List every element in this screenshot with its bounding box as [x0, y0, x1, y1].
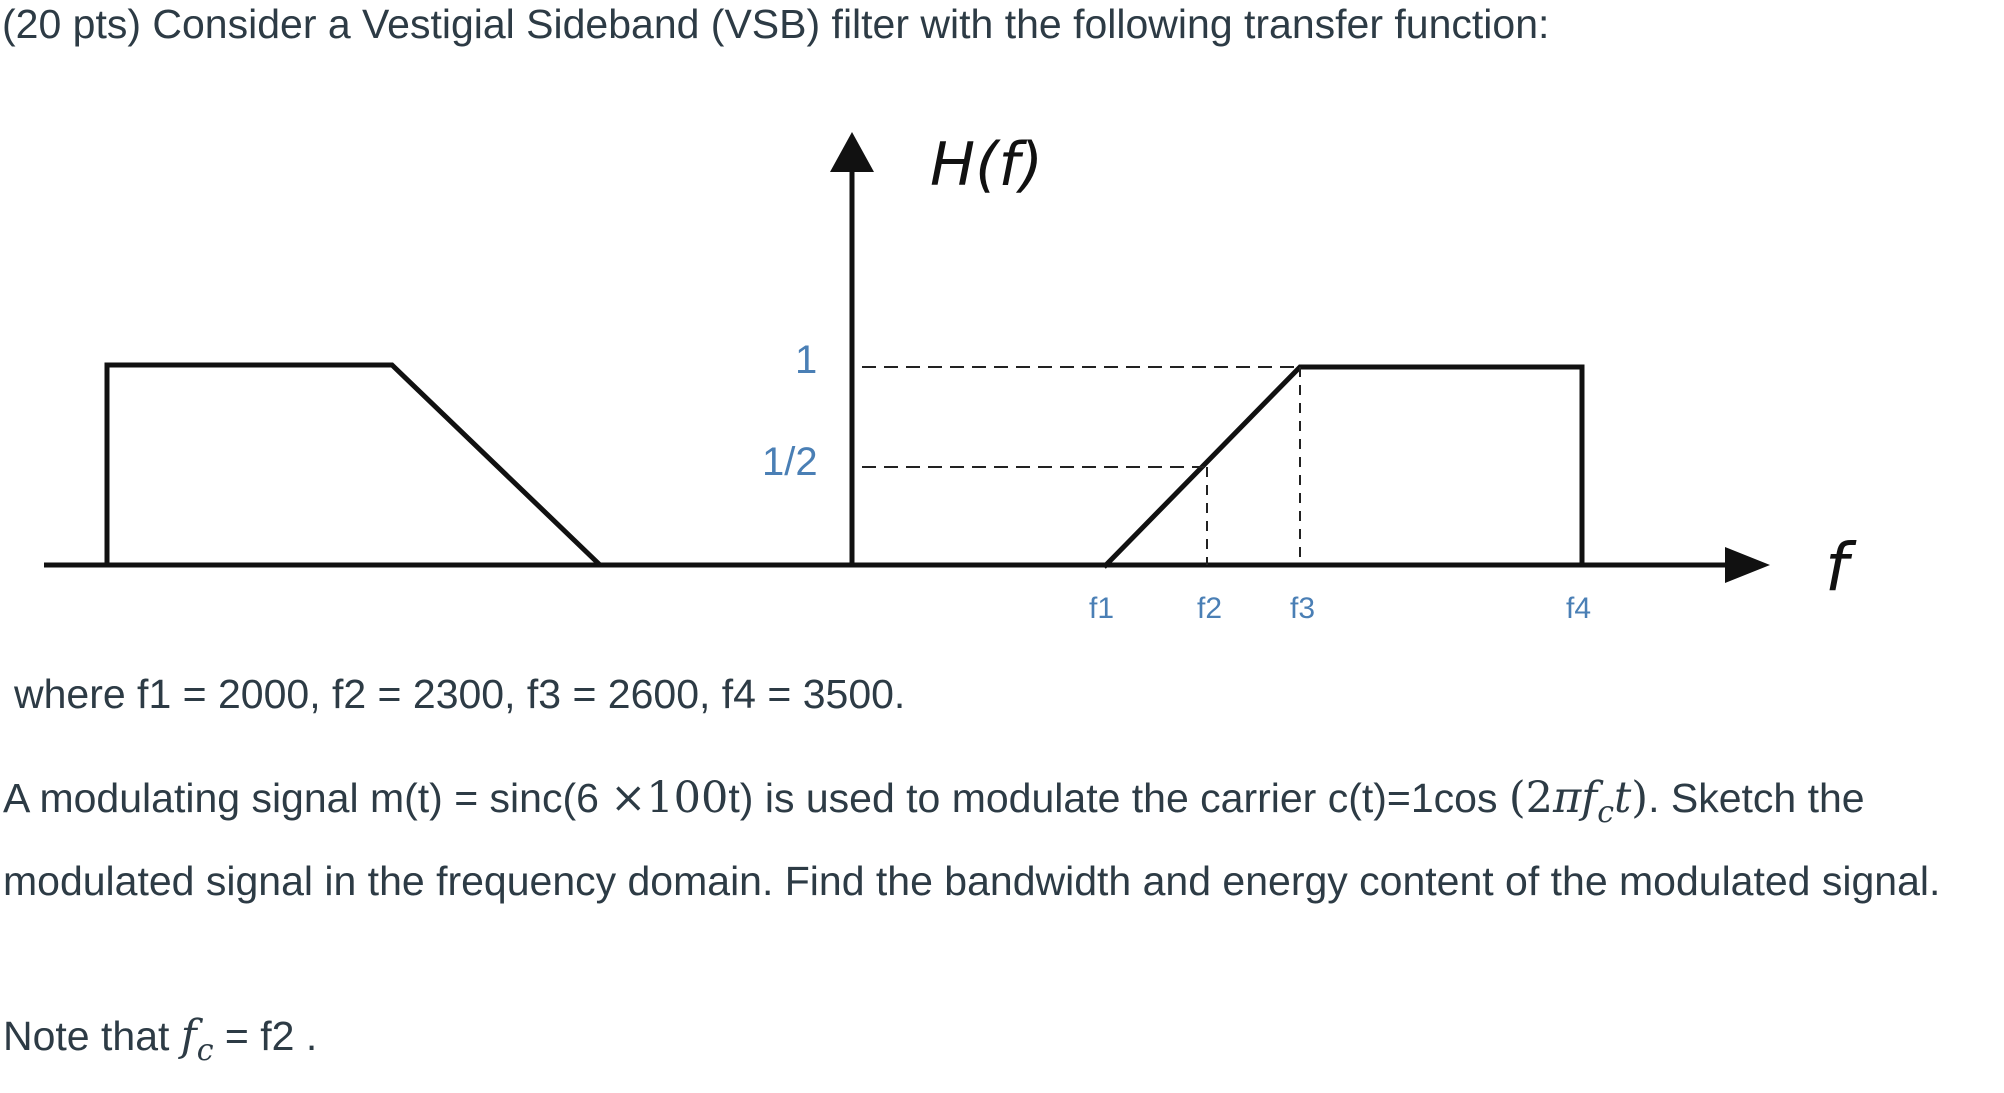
frequency-values: where f1 = 2000, f2 = 2300, f3 = 2600, f4 = 3500. [14, 671, 906, 717]
x-axis-label: f [1825, 529, 1849, 606]
note-line [3, 1002, 317, 1085]
x-axis-arrowhead [1725, 547, 1770, 583]
freq-label-f4: f4 [1566, 592, 1592, 625]
times-symbol: × [610, 773, 647, 823]
y-axis-label: H(f) [930, 130, 1044, 200]
note-suffix: = f2 . [213, 1013, 318, 1059]
fc-symbol: $f_c$ [180, 1011, 214, 1068]
problem-statement [3, 764, 1993, 915]
freq-label-f3: f3 [1290, 592, 1316, 625]
y-axis-arrowhead [830, 132, 874, 172]
statement-part-2: t) is used to modulate the carrier c(t)=1cos [728, 775, 1509, 821]
level-label-half: 1/2 [762, 440, 818, 484]
level-label-1: 1 [795, 338, 818, 382]
carrier-argument: $(2\pi f_ct)$ [1508, 773, 1649, 830]
freq-label-f2: f2 [1197, 592, 1223, 625]
statement-part-3: . Sketch the modulated signal in the frequency domain. Find the bandwidth and energy content of the modulated signal. [3, 775, 1941, 904]
freq-label-f1: f1 [1089, 592, 1115, 625]
negative-frequency-response [107, 365, 600, 565]
hundred-number: 100 [646, 773, 729, 823]
note-prefix: Note that [3, 1013, 181, 1059]
statement-part-1: A modulating signal m(t) = sinc(6 [3, 775, 611, 821]
question-title: (20 pts) Consider a Vestigial Sideband (VSB) filter with the following transfer function: [2, 1, 1550, 47]
